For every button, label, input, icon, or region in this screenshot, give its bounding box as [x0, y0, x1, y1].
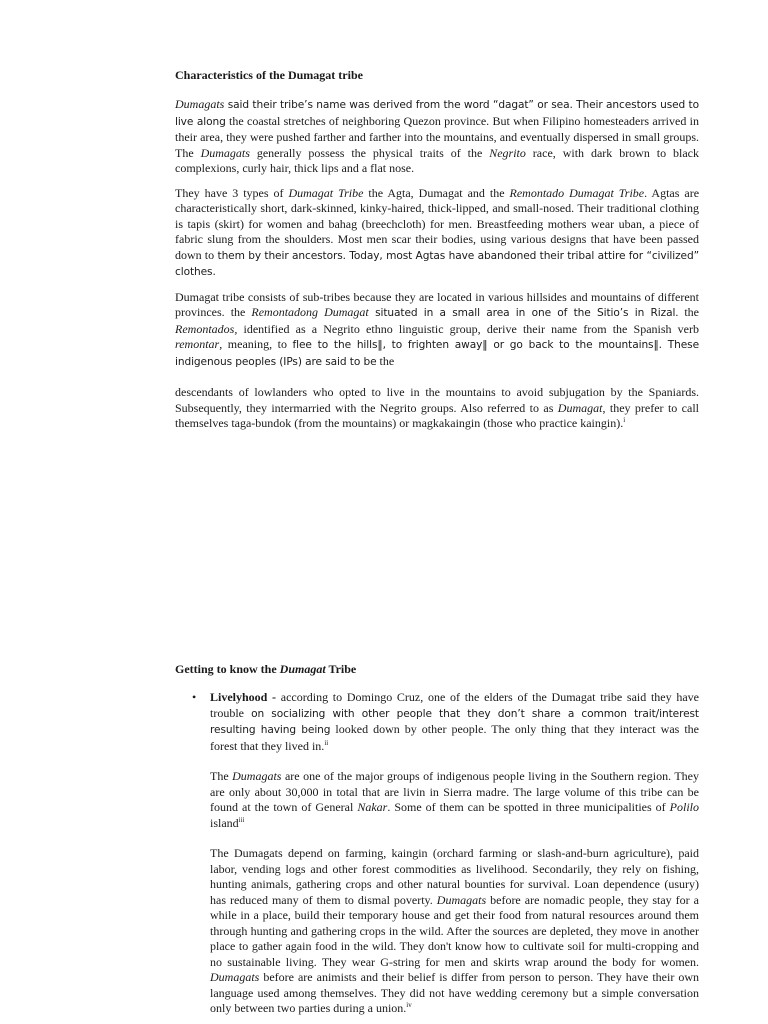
italic-term: Negrito: [489, 145, 526, 160]
bullet-icon: •: [192, 690, 197, 704]
paragraph-descendants: [175, 385, 699, 432]
text-run: race, with dark brown to black complexions, curly hair, thick lips and a flat nose.: [175, 145, 700, 175]
italic-term: Nakar: [357, 800, 388, 814]
title-part: Getting to know the: [175, 662, 280, 676]
text-run: before are nomadic people, they stay for a while in a place, build their temporary house and get their food from natural resources around them through hunting and gathering crops in the wild. After the sources are depleted, they move in another place to gather again food in the wild. They don't know how to cultivate soil for multi-cropping and no sustainable living. They wear G-string for men and skirts wrap around the body for women.: [210, 892, 699, 969]
text-run: the: [376, 353, 395, 368]
italic-term: Dumagats: [210, 970, 260, 984]
item-label: Livelyhood -: [210, 690, 281, 704]
italic-term: remontar: [175, 337, 220, 351]
italic-term: Dumagats: [232, 769, 282, 783]
italic-term: Remontado Dumagat Tribe: [509, 185, 645, 200]
title-italic: Dumagat: [279, 662, 326, 676]
text-run: flee to the hills‖, to frighten away‖ or go back to the mountains‖. These indigenous peoples (IPs) are said to be: [175, 339, 699, 368]
text-run: Dumagat tribe consists of sub-tribes because they are located in various hillsides and mountains of different provinces. the: [175, 289, 699, 319]
footnote-ref: iii: [238, 815, 245, 824]
italic-term: Remontados,: [175, 321, 238, 336]
title-part: Tribe: [325, 662, 357, 676]
text-run: , meaning, to: [219, 337, 293, 351]
italic-term: Dumagat Tribe: [288, 185, 364, 200]
italic-term: Dumagats: [175, 97, 225, 111]
paragraph-population: [210, 769, 699, 831]
text-run: on socializing with other people that they don’t share a common trait/interest resulting having being: [210, 707, 699, 736]
text-run: descendants of lowlanders who opted to live in the mountains to avoid subjugation by the Spaniards. Subsequently, they intermarried with the Negrito groups. Also referred to as: [175, 385, 699, 415]
text-run: The: [210, 769, 233, 783]
text-run: . Agtas are characteristically short, dark-skinned, kinky-haired, thick-lipped, and small-nosed. Their traditional clothing is tapis (skirt) for women and bahag (breechcloth) for men. Breastfeeding mothers wear uban, a piece of fabric slung from the shoulders. Most men scar their bodies, using various designs that have been passed down to: [175, 185, 700, 262]
text-run: said their tribe’s name was derived from the word “dagat” or sea. Their ancestors used to live along: [175, 99, 699, 128]
italic-term: Dumagat: [557, 400, 603, 415]
italic-term: Dumagats: [436, 892, 487, 907]
text-run: They have 3 types of: [175, 185, 289, 200]
livelihood-intro: [210, 690, 699, 754]
italic-term: Remontadong Dumagat: [251, 305, 369, 319]
italic-term: Polilo: [669, 800, 699, 814]
section-title: Characteristics of the Dumagat tribe: [175, 68, 363, 82]
text-run: them by their ancestors. Today, most Agtas have abandoned their tribal attire for “civilized” clothes.: [175, 249, 699, 278]
paragraph-types: [175, 186, 699, 281]
italic-term: Dumagats: [200, 145, 250, 160]
section-characteristics: [175, 66, 699, 432]
text-run: before are animists and their belief is differ from person to person. They have their own language used among themselves. They did not have wedding ceremony but a simple conversation only between two parties during a union.: [210, 970, 699, 1015]
text-run: looked down by other people. The only thing that they interact was the forest that they lived in.: [210, 722, 699, 753]
footnote-ref: iv: [406, 1001, 412, 1009]
section-getting-to-know: [175, 660, 699, 1017]
paragraph-name-origin: [175, 97, 699, 177]
text-run: according to Domingo Cruz, one of the elders of the Dumagat tribe said they have trouble: [210, 690, 700, 720]
text-run: . the: [675, 305, 700, 319]
footnote-ref: ii: [324, 738, 329, 747]
text-run: . Some of them can be spotted in three municipalities of: [387, 800, 670, 814]
text-run: the Agta, Dumagat and the: [363, 185, 510, 200]
text-run: The Dumagats depend on farming, kaingin (orchard farming or slash-and-burn agriculture), paid labor, vending logs and other forest commodities as livelihood. Secondarily, they rely on fishing, hunting animals, gathering crops and other natural bounties for survival. Loan dependence (usury) has reduced many of them to dismal poverty.: [210, 846, 699, 907]
paragraph-livelihood-detail: [210, 846, 699, 1017]
text-run: generally possess the physical traits of the: [249, 145, 490, 160]
text-run: island: [210, 815, 239, 830]
text-run: the coastal stretches of neighboring Quezon province. But when Filipino homesteaders arrived in their area, they were pushed farther and farther into the mountains, and eventually dispersed in small groups. The: [175, 113, 699, 160]
section-title: [175, 660, 699, 678]
paragraph-sub-tribes: [175, 290, 699, 371]
text-run: identified as a Negrito ethno linguistic group, derive their name from the Spanish verb: [237, 321, 699, 336]
list-item-livelihood: [192, 690, 700, 1017]
footnote-ref: i: [623, 416, 626, 424]
text-run: , they prefer to call themselves taga-bundok (from the mountains) or magkakaingin (those who practice kaingin).: [175, 400, 699, 430]
text-run: situated in a small area in one of the Sitio’s in Rizal: [368, 307, 676, 319]
text-run: are one of the major groups of indigenous people living in the Southern region. They are only about 30,000 in total that are livin in Sierra madre. The large volume of this tribe can be found at the town of General: [210, 769, 700, 814]
